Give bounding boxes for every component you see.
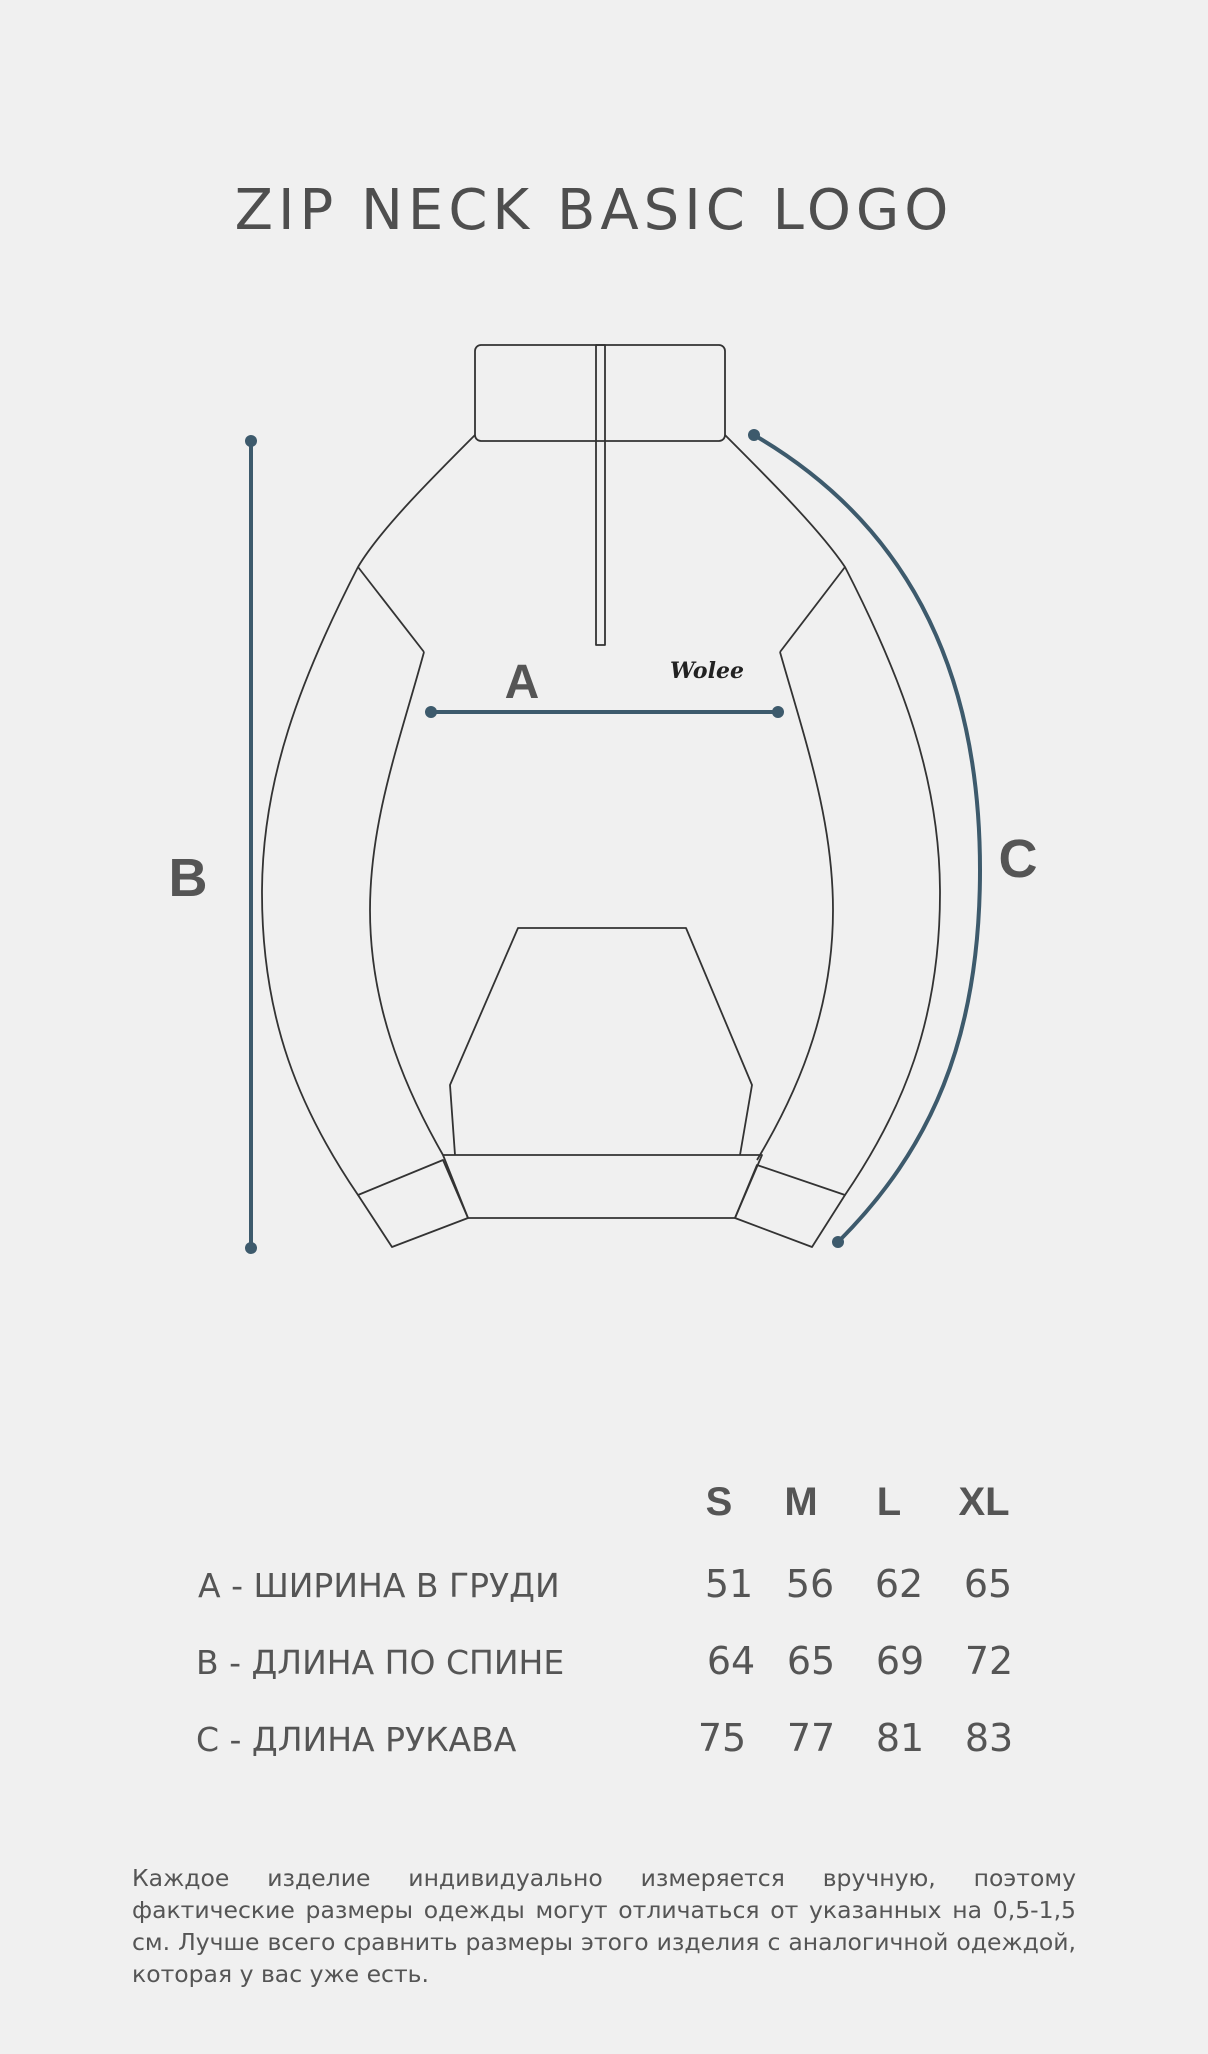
left-sleeve-outer — [262, 435, 475, 1195]
cell-b-l: 69 — [875, 1639, 925, 1683]
left-cuff — [358, 1160, 468, 1247]
measure-a — [425, 706, 784, 718]
sweatshirt-outline — [262, 345, 940, 1247]
label-a: A — [504, 656, 540, 709]
cell-c-m: 77 — [786, 1716, 836, 1760]
page-title: ZIP NECK BASIC LOGO — [234, 178, 954, 243]
cell-c-xl: 83 — [964, 1716, 1014, 1760]
collar — [475, 345, 725, 441]
right-sleeve-inner — [757, 652, 833, 1160]
label-b: B — [168, 848, 208, 908]
cell-b-m: 65 — [786, 1639, 836, 1683]
right-sleeve-outer — [725, 435, 940, 1195]
measure-b — [245, 435, 257, 1254]
label-c: C — [998, 829, 1038, 889]
size-header-l: L — [876, 1480, 902, 1524]
left-raglan-seam — [358, 567, 424, 652]
size-header-xl: XL — [958, 1480, 1010, 1524]
measurement-note: Каждое изделие индивидуально измеряется вручную, поэтому фактические размеры одежды могут отличаться от указанных на 0,5-1,5 см. Лучше всего сравнить размеры этого изделия с аналогичной одеждой, которая у вас уже есть. — [132, 1864, 1076, 1988]
chest-logo: Wolee — [670, 658, 744, 684]
size-header-m: M — [784, 1480, 818, 1524]
cell-a-s: 51 — [704, 1562, 754, 1606]
cell-c-s: 75 — [697, 1716, 747, 1760]
cell-b-xl: 72 — [964, 1639, 1014, 1683]
row-label-c: C - ДЛИНА РУКАВА — [196, 1720, 517, 1759]
cell-a-l: 62 — [874, 1562, 924, 1606]
right-raglan-seam — [780, 567, 845, 652]
cell-b-s: 64 — [706, 1639, 756, 1683]
size-header-s: S — [705, 1480, 733, 1524]
left-sleeve-inner — [370, 652, 443, 1155]
cell-a-m: 56 — [785, 1562, 835, 1606]
zipper — [596, 345, 605, 645]
waistband — [443, 1155, 762, 1218]
row-label-a: A - ШИРИНА В ГРУДИ — [198, 1566, 560, 1605]
measure-c — [748, 429, 980, 1248]
kangaroo-pocket — [450, 928, 752, 1155]
cell-a-xl: 65 — [963, 1562, 1013, 1606]
cell-c-l: 81 — [875, 1716, 925, 1760]
row-label-b: B - ДЛИНА ПО СПИНЕ — [196, 1643, 565, 1682]
